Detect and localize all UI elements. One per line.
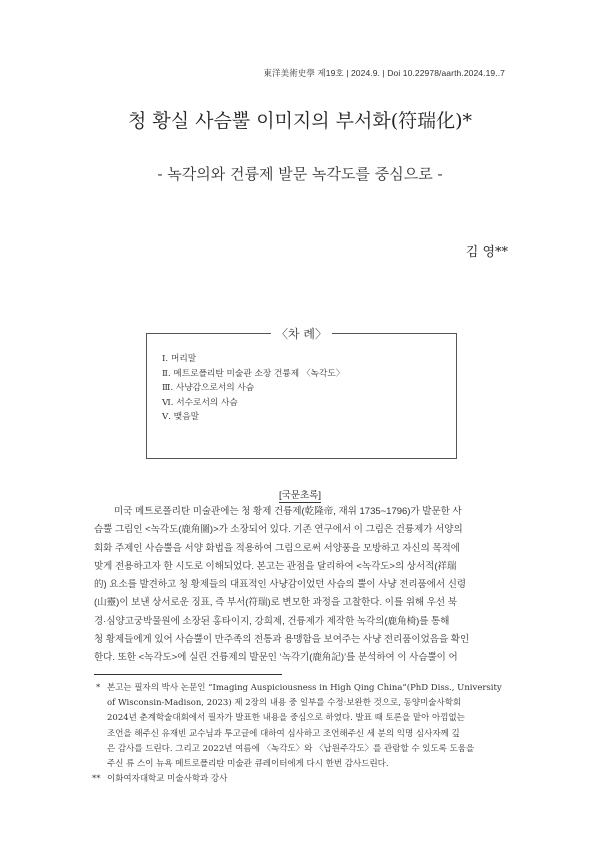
toc-title: 〈차 례〉 (271, 327, 332, 341)
footnote (92, 681, 512, 772)
footnote-divider (94, 674, 282, 675)
footnotes (92, 681, 512, 787)
toc-item: Ⅴ. 맺음말 (162, 412, 199, 422)
footnote-line: 2024년 춘계학술대회에서 필자가 발표한 내용을 중심으로 하였다. 발표 때 토론을 맡아 아낌없는 (107, 713, 465, 724)
toc-item: Ⅵ. 서수로서의 사슴 (162, 397, 238, 408)
abstract-line: 미국 메트로폴리탄 미술관에는 청 황제 건륭제(乾隆帝, 재위 1735~1796)가 발문한 사 (114, 506, 462, 517)
footnote-marker: * (96, 683, 101, 693)
footnote-line: 은 감사를 드린다. 그리고 2022년 여름에 〈녹각도〉와 〈납원주각도〉를 관람할 수 있도록 도움을 (107, 743, 475, 754)
footnote-line: 본고는 필자의 박사 논문인 “Imaging Auspiciousness in High Qing China”(PhD Diss., University (107, 683, 502, 693)
abstract-line: 맞게 전용하고자 한 시도로 이해되었다. 본고는 관점을 달리하여 <녹각도>의 상서적(祥瑞 (94, 560, 457, 572)
author-name: 김 영** (465, 245, 508, 260)
abstract-line: 청 황제들에게 있어 사슴뿔이 만주족의 전통과 용맹함을 보여주는 사냥 전리품이었음을 확인 (94, 634, 470, 646)
footnote-marker: ** (92, 774, 101, 785)
toc-list (162, 352, 345, 425)
toc-item: Ⅲ. 사냥감으로서의 사슴 (162, 383, 255, 393)
article-subtitle: - 녹각의와 건륭제 발문 녹각도를 중심으로 - (157, 165, 443, 183)
table-of-contents (146, 327, 457, 459)
footnote-line: 이화여자대학교 미술사학과 강사 (107, 774, 228, 785)
abstract-line: (山靈)이 보낸 상서로운 징표, 즉 부서(符瑞)로 변모한 과정을 고찰한다. 이를 위해 우선 북 (94, 597, 457, 609)
article-title: 청 황실 사슴뿔 이미지의 부서화(符瑞化)* (127, 110, 473, 132)
footnote (92, 772, 512, 787)
abstract-line: 한다. 또한 <녹각도>에 실린 건륭제의 발문인 ‘녹각기(鹿角記)’를 분석하여 이 사슴뿔이 어 (94, 652, 458, 664)
abstract-line: 的) 요소를 발견하고 청 황제들의 대표적인 사냥감이었던 사슴의 뿔이 사냥 전리품에서 신령 (94, 579, 467, 591)
abstract-line: 슴뿔 그림인 <녹각도(鹿角圖)>가 소장되어 있다. 기존 연구에서 이 그림은 건륭제가 서양의 (94, 524, 463, 536)
abstract-line: 회화 주제인 사슴뿔을 서양 화법을 적용하여 그림으로써 서양풍을 모방하고 자신의 목적에 (94, 542, 460, 554)
journal-header: 東洋美術史學 제19호 | 2024.9. | Doi 10.22978/aarth.2024.19..7 (263, 68, 505, 78)
footnote-line: 주신 류 스이 뉴욕 메트로폴리탄 미술관 큐레이터에게 다시 한번 감사드린다. (107, 759, 389, 770)
abstract-line: 경·심양고궁박물원에 소장된 홍타이지, 강희제, 건륭제가 제작한 녹각의(鹿角椅)를 통해 (94, 615, 450, 627)
toc-item: Ⅰ. 머리말 (162, 354, 197, 364)
toc-item: Ⅱ. 메트로폴리탄 미술관 소장 건륭제 〈녹각도〉 (162, 368, 345, 379)
footnote-line: of Wisconsin-Madison, 2023) 제 2장의 내용 중 일부를 수정·보완한 것으로, 동양미술사학회 (107, 698, 462, 709)
abstract-label: [국문초록] (279, 490, 321, 501)
footnote-line: 조언을 해주신 유재빈 교수님과 투고글에 대하여 심사하고 조언해주신 세 분의 익명 심사자께 깊 (107, 728, 460, 739)
abstract-body (94, 503, 510, 668)
